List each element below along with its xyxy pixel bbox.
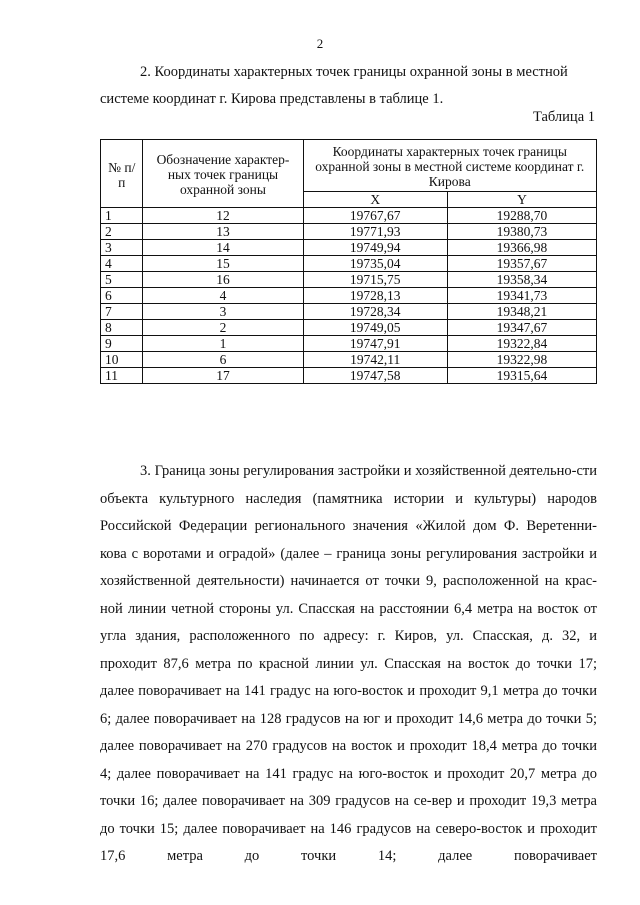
paragraph-2-line-2: системе координат г. Кирова представлены в таблице 1. bbox=[100, 91, 444, 107]
cell-y: 19357,67 bbox=[447, 256, 596, 272]
header-num: № п/п bbox=[101, 140, 143, 208]
cell-y: 19347,67 bbox=[447, 320, 596, 336]
table-row bbox=[101, 368, 597, 384]
table-body bbox=[101, 208, 597, 384]
cell-y: 19380,73 bbox=[447, 224, 596, 240]
table-row bbox=[101, 336, 597, 352]
header-point: Обозначение характер-ных точек границы охранной зоны bbox=[143, 140, 303, 208]
cell-num: 3 bbox=[101, 240, 143, 256]
page-number: 2 bbox=[316, 36, 324, 51]
cell-point: 2 bbox=[143, 320, 303, 336]
table-row bbox=[101, 240, 597, 256]
cell-x: 19742,11 bbox=[303, 352, 447, 368]
cell-y: 19348,21 bbox=[447, 304, 596, 320]
cell-y: 19322,98 bbox=[447, 352, 596, 368]
cell-num: 4 bbox=[101, 256, 143, 272]
cell-num: 8 bbox=[101, 320, 143, 336]
cell-y: 19358,34 bbox=[447, 272, 596, 288]
table-caption: Таблица 1 bbox=[532, 109, 595, 125]
cell-point: 15 bbox=[143, 256, 303, 272]
cell-num: 6 bbox=[101, 288, 143, 304]
cell-point: 16 bbox=[143, 272, 303, 288]
cell-num: 5 bbox=[101, 272, 143, 288]
table-row bbox=[101, 288, 597, 304]
cell-point: 14 bbox=[143, 240, 303, 256]
cell-x: 19728,34 bbox=[303, 304, 447, 320]
cell-point: 17 bbox=[143, 368, 303, 384]
cell-y: 19322,84 bbox=[447, 336, 596, 352]
cell-x: 19728,13 bbox=[303, 288, 447, 304]
table-row bbox=[101, 320, 597, 336]
cell-point: 13 bbox=[143, 224, 303, 240]
cell-y: 19315,64 bbox=[447, 368, 596, 384]
cell-x: 19749,94 bbox=[303, 240, 447, 256]
table-row bbox=[101, 272, 597, 288]
paragraph-2 bbox=[100, 59, 597, 113]
header-coords: Координаты характерных точек границы охранной зоны в местной системе координат г. Кирова bbox=[303, 140, 597, 192]
header-x: X bbox=[303, 192, 447, 208]
cell-x: 19749,05 bbox=[303, 320, 447, 336]
cell-num: 11 bbox=[101, 368, 143, 384]
table-row bbox=[101, 224, 597, 240]
table-row bbox=[101, 256, 597, 272]
cell-y: 19366,98 bbox=[447, 240, 596, 256]
cell-num: 1 bbox=[101, 208, 143, 224]
cell-x: 19735,04 bbox=[303, 256, 447, 272]
cell-x: 19767,67 bbox=[303, 208, 447, 224]
cell-x: 19771,93 bbox=[303, 224, 447, 240]
cell-x: 19715,75 bbox=[303, 272, 447, 288]
cell-y: 19288,70 bbox=[447, 208, 596, 224]
cell-point: 12 bbox=[143, 208, 303, 224]
cell-x: 19747,58 bbox=[303, 368, 447, 384]
cell-y: 19341,73 bbox=[447, 288, 596, 304]
table-row bbox=[101, 208, 597, 224]
cell-num: 10 bbox=[101, 352, 143, 368]
table-row bbox=[101, 304, 597, 320]
cell-point: 6 bbox=[143, 352, 303, 368]
cell-num: 2 bbox=[101, 224, 143, 240]
header-y: Y bbox=[447, 192, 596, 208]
cell-num: 9 bbox=[101, 336, 143, 352]
paragraph-3: 3. Граница зоны регулирования застройки и хозяйственной деятельно-сти объекта культурного наследия (памятника истории и культуры) народов Российской Федерации регионального значения «Жилой дом Ф. Веретенни-кова с воротами и оградой» (далее – граница зоны регулирования застройки и хозяйственной деятельности) начинается от точки 9, расположенной на крас-ной линии четной стороны ул. Спасская на расстоянии 6,4 метра на восток от угла здания, расположенного по адресу: г. Киров, ул. Спасская, д. 32, и проходит 87,6 метра по красной линии ул. Спасская на восток до точки 17; далее поворачивает на 141 градус на юго-восток и проходит 9,1 метра до точки 6; далее поворачивает на 128 градусов на юг и проходит 14,6 метра до точки 5; далее поворачивает на 270 градусов на восток и проходит 18,4 метра до точки 4; далее поворачивает на 141 градус на юго-восток и проходит 20,7 метра до точки 16; далее поворачивает на 309 градусов на се-вер и проходит 19,3 метра до точки 15; далее поворачивает на 146 градусов на северо-восток и проходит 17,6 метра до точки 14; далее поворачивает bbox=[100, 463, 597, 864]
coordinates-table bbox=[100, 139, 597, 384]
cell-num: 7 bbox=[101, 304, 143, 320]
paragraph-2-line-1: 2. Координаты характерных точек границы охранной зоны в местной bbox=[140, 64, 568, 80]
cell-x: 19747,91 bbox=[303, 336, 447, 352]
table-row bbox=[101, 352, 597, 368]
cell-point: 1 bbox=[143, 336, 303, 352]
cell-point: 3 bbox=[143, 304, 303, 320]
cell-point: 4 bbox=[143, 288, 303, 304]
